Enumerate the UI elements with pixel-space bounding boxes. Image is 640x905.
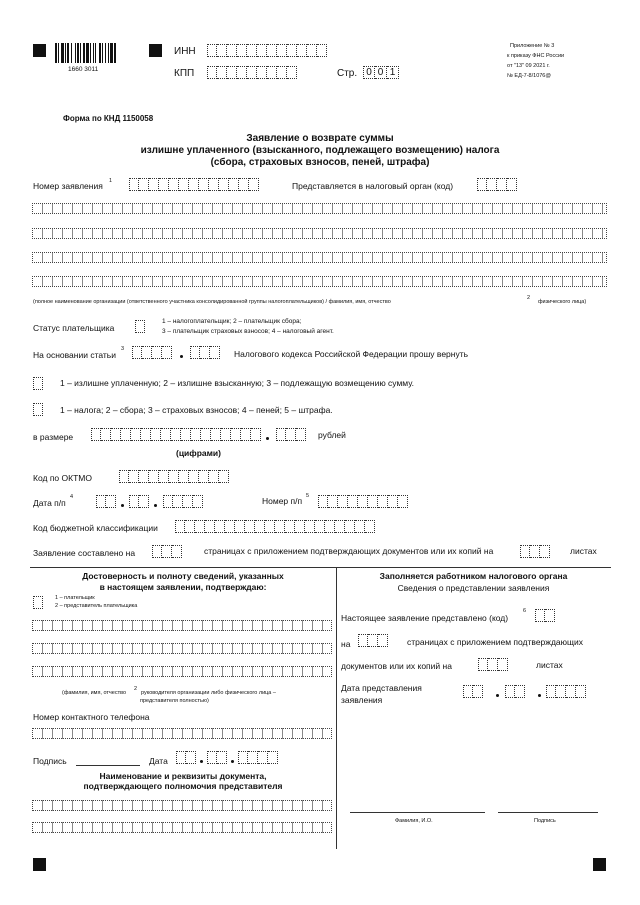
number-pp-label: Номер п/п [262,496,303,506]
input-cell[interactable] [219,178,229,191]
input-cell[interactable] [193,495,203,508]
left-heading-1: Достоверность и полноту сведений, указанных [82,571,284,581]
input-cell[interactable] [161,428,171,441]
input-cell[interactable] [235,520,245,533]
basis-article-sup: 3 [121,346,125,352]
input-cell[interactable] [268,751,278,764]
input-cell[interactable] [229,178,239,191]
input-cell[interactable] [576,685,586,698]
input-cell[interactable] [317,44,327,57]
input-cell[interactable] [152,545,162,558]
input-cell[interactable] [189,470,199,483]
oktmo-field[interactable] [119,470,229,483]
fio-line [350,812,485,813]
input-cell[interactable] [163,495,173,508]
org-name-row-3[interactable] [32,252,607,263]
input-cell[interactable] [296,428,306,441]
input-cell[interactable] [398,495,408,508]
input-cell[interactable] [186,751,196,764]
input-cell[interactable] [195,520,205,533]
input-cell[interactable] [277,66,287,79]
overpay-type-field[interactable] [33,377,43,390]
barcode-number: 1660 3011 [68,66,99,73]
org-name-row-1[interactable] [32,203,607,214]
date-pp-label: Дата п/п [33,498,66,508]
input-cell[interactable] [211,428,221,441]
title-line3: (сбора, страховых взносов, пеней, штрафа) [210,157,430,168]
input-cell[interactable] [267,44,277,57]
submit-date-month[interactable] [505,685,525,698]
input-cell[interactable] [175,520,185,533]
sign-line [498,812,598,813]
payer-status-opt2: 3 – плательщик страховых взносов; 4 – налоговый агент. [162,328,334,335]
input-cell[interactable] [237,44,247,57]
input-cell[interactable] [318,495,328,508]
right-subheading: Сведения о представлении заявления [397,583,550,593]
page-label: Стр. [337,68,358,79]
input-cell[interactable] [33,377,43,390]
input-cell[interactable] [101,428,111,441]
input-cell[interactable] [217,751,227,764]
input-cell[interactable] [378,495,388,508]
input-cell[interactable] [176,751,186,764]
input-cell[interactable] [199,470,209,483]
input-cell[interactable] [249,178,259,191]
input-cell[interactable] [171,428,181,441]
signature-line [76,765,140,766]
kbk-field[interactable] [175,520,375,533]
org-name-row-4[interactable] [32,276,607,287]
date-pp-day[interactable] [96,495,116,508]
right-sheets-field[interactable] [478,658,508,671]
input-cell[interactable] [388,495,398,508]
input-cell[interactable] [217,66,227,79]
input-cell[interactable] [477,178,487,191]
input-cell[interactable] [285,520,295,533]
payer-status-label: Статус плательщика [33,323,115,333]
input-cell[interactable] [520,545,530,558]
input-cell[interactable] [227,66,237,79]
input-cell[interactable] [173,495,183,508]
input-cell[interactable] [151,428,161,441]
submitted-code-field[interactable] [535,609,555,622]
input-cell[interactable] [345,520,355,533]
input-cell[interactable] [328,495,338,508]
inn-field[interactable] [207,44,327,57]
input-cell[interactable] [215,520,225,533]
input-cell[interactable] [315,520,325,533]
input-cell[interactable] [129,178,139,191]
date-pp-year[interactable] [163,495,203,508]
input-cell[interactable] [191,428,201,441]
panel-divider [336,567,337,849]
input-cell[interactable] [205,520,215,533]
input-cell[interactable] [295,520,305,533]
input-cell[interactable] [190,346,200,359]
input-cell[interactable] [106,495,116,508]
input-cell[interactable] [358,634,368,647]
input-cell[interactable] [276,428,286,441]
org-name-caption-sup: 2 [527,295,531,301]
corner-marker-bottom-right [593,858,606,871]
input-cell[interactable] [189,178,199,191]
input-cell[interactable] [335,520,345,533]
input-cell[interactable] [179,470,189,483]
submitted-code-label: Настоящее заявление представлено (код) [341,613,509,623]
basis-article-label: На основании статьи [33,350,116,360]
input-cell[interactable] [287,66,297,79]
input-cell[interactable] [162,545,172,558]
input-cell[interactable] [169,470,179,483]
input-cell[interactable] [121,428,131,441]
appendix-line2: к приказу ФНС России [507,53,565,59]
input-cell[interactable] [139,470,149,483]
doc-row-1[interactable] [32,800,332,811]
input-cell[interactable] [368,634,378,647]
input-cell[interactable] [255,520,265,533]
input-cell[interactable] [258,751,268,764]
submit-date-year[interactable] [546,685,586,698]
sign-date-year[interactable] [238,751,278,764]
input-cell[interactable] [217,44,227,57]
sheets-field[interactable] [520,545,550,558]
input-cell[interactable] [159,178,169,191]
input-cell[interactable] [111,428,121,441]
signer-caption-1: (фамилия, имя, отчество [62,690,127,696]
input-cell[interactable] [201,428,211,441]
input-cell[interactable] [505,685,515,698]
application-number-field[interactable] [129,178,259,191]
tax-authority-label: Представляется в налоговый орган (код) [292,181,454,191]
fio-label: Фамилия, И.О. [395,818,433,824]
input-cell[interactable] [162,346,172,359]
right-heading: Заполняется работником налогового органа [379,571,568,581]
input-cell[interactable] [135,320,145,333]
input-cell[interactable] [566,685,576,698]
form-code: Форма по КНД 1150058 [63,114,154,123]
kpp-label: КПП [174,68,195,79]
input-cell[interactable] [497,178,507,191]
phone-label: Номер контактного телефона [33,712,150,722]
input-cell[interactable] [473,685,483,698]
right-docs-text: документов или их копий на [341,661,452,671]
input-cell[interactable] [141,428,151,441]
pages-text: страницах с приложением подтверждающих документов или их копий на [204,546,494,556]
input-cell[interactable] [251,428,261,441]
input-cell[interactable] [241,428,251,441]
barcode [55,43,141,63]
input-cell[interactable] [225,520,235,533]
input-cell[interactable] [307,44,317,57]
input-cell[interactable] [179,178,189,191]
input-cell[interactable] [207,66,217,79]
sign-label: Подпись [534,818,556,824]
date-pp-month[interactable] [129,495,149,508]
sign-date-day[interactable] [176,751,196,764]
on-label: на [341,639,351,649]
pages-label: Заявление составлено на [33,548,136,558]
sign-date-month[interactable] [207,751,227,764]
input-cell[interactable] [540,545,550,558]
amount-unit: рублей [318,430,346,440]
input-cell[interactable] [129,470,139,483]
left-heading-2: в настоящем заявлении, подтверждаю: [99,582,267,592]
input-cell[interactable] [265,520,275,533]
input-cell[interactable] [368,495,378,508]
input-cell[interactable] [286,428,296,441]
input-cell[interactable] [149,470,159,483]
input-cell[interactable] [169,178,179,191]
input-cell[interactable] [227,44,237,57]
input-cell[interactable] [231,428,241,441]
signer-caption-2: руководителя организации либо физического лица – [141,690,276,696]
doc-row-2[interactable] [32,822,332,833]
application-number-sup: 1 [109,178,113,184]
input-cell[interactable] [257,44,267,57]
input-cell[interactable] [275,520,285,533]
amount-kopecks-field[interactable] [276,428,306,441]
input-cell[interactable] [248,751,258,764]
input-cell[interactable] [515,685,525,698]
input-cell[interactable] [96,495,106,508]
payment-type-field[interactable] [33,403,43,416]
right-sheets-label: листах [536,660,563,670]
input-cell[interactable] [545,609,555,622]
payment-type-options: 1 – налога; 2 – сбора; 3 – страховых взносов; 4 – пеней; 5 – штрафа. [60,405,333,415]
input-cell[interactable] [183,495,193,508]
input-cell[interactable] [378,634,388,647]
input-cell[interactable] [142,346,152,359]
input-cell[interactable] [487,178,497,191]
input-cell[interactable] [131,428,141,441]
input-cell[interactable] [556,685,566,698]
input-cell[interactable] [355,520,365,533]
appendix-line4: № ЕД-7-8/1076@ [507,73,551,79]
input-cell[interactable] [338,495,348,508]
signer-caption-sup: 2 [134,686,138,692]
input-cell[interactable] [237,66,247,79]
section-divider [30,567,611,568]
signer-opt1: 1 – плательщик [55,595,95,601]
kpp-field[interactable] [207,66,297,79]
input-cell[interactable] [247,44,257,57]
overpay-options: 1 – излишне уплаченную; 2 – излишне взысканную; 3 – подлежащую возмещению сумму. [60,378,414,388]
input-cell[interactable] [209,178,219,191]
number-pp-field[interactable] [318,495,408,508]
signer-type-field[interactable] [33,596,43,609]
input-cell[interactable] [305,520,315,533]
kbk-label: Код бюджетной классификации [33,523,158,533]
basis-article-field-1[interactable] [132,346,172,359]
input-cell[interactable] [185,520,195,533]
input-cell[interactable] [132,346,142,359]
input-cell[interactable] [488,658,498,671]
input-cell[interactable] [277,44,287,57]
input-cell[interactable] [463,685,473,698]
page-number: 0 0 1 [363,66,399,79]
input-cell[interactable] [219,470,229,483]
oktmo-label: Код по ОКТМО [33,473,92,483]
doc-heading-2: подтверждающего полномочия представителя [83,781,283,791]
application-number-label: Номер заявления [33,181,103,191]
date-label: Дата [149,756,168,766]
input-cell[interactable] [507,178,517,191]
input-cell[interactable] [33,596,43,609]
input-cell[interactable] [325,520,335,533]
right-pages-text: страницах с приложением подтверждающих [407,637,584,647]
input-cell[interactable] [498,658,508,671]
signer-opt2: 2 – представитель плательщика [55,603,138,609]
input-cell[interactable] [207,751,217,764]
input-cell[interactable] [210,346,220,359]
input-cell[interactable] [207,44,217,57]
input-cell[interactable] [530,545,540,558]
input-cell[interactable] [247,66,257,79]
date-pp-sup: 4 [70,494,74,500]
org-name-row-2[interactable] [32,228,607,239]
appendix-line1: Приложение № 3 [510,43,555,49]
submit-date-label-1: Дата представления [341,683,422,693]
input-cell[interactable] [91,428,101,441]
input-cell[interactable] [199,178,209,191]
title-line2: излишне уплаченного (взысканного, подлежащего возмещению) налога [140,145,500,156]
title-line1: Заявление о возврате суммы [246,133,394,144]
signer-name-row-2[interactable] [32,643,332,654]
input-cell[interactable] [181,428,191,441]
input-cell[interactable] [139,495,149,508]
input-cell[interactable] [478,658,488,671]
signer-name-row-1[interactable] [32,620,332,631]
corner-marker-bottom-left [33,858,46,871]
org-name-caption-end: физического лица) [538,299,587,305]
payer-status-opt1: 1 – налогоплательщик; 2 – плательщик сбора; [162,318,302,325]
doc-heading-1: Наименование и реквизиты документа, [99,771,267,781]
input-cell[interactable] [139,178,149,191]
input-cell[interactable] [546,685,556,698]
input-cell[interactable] [358,495,368,508]
input-cell[interactable] [129,495,139,508]
basis-text: Налогового кодекса Российской Федерации прошу вернуть [234,349,469,359]
input-cell[interactable] [257,66,267,79]
input-cell[interactable] [348,495,358,508]
input-cell[interactable] [238,751,248,764]
input-cell[interactable] [33,403,43,416]
submitted-code-sup: 6 [523,608,527,614]
submit-date-label-2: заявления [341,695,383,705]
appendix-line3: от "13" 09 2021 г. [507,63,550,69]
input-cell[interactable] [172,545,182,558]
signature-label: Подпись [33,756,67,766]
org-name-caption: (полное наименование организации (ответственного участника консолидированной группы налогоплательщиков) / фамилия, имя, отчество [33,299,391,305]
pages-field[interactable] [152,545,182,558]
inn-label: ИНН [174,46,196,57]
amount-rubles-field[interactable] [91,428,261,441]
input-cell[interactable] [245,520,255,533]
input-cell[interactable] [209,470,219,483]
input-cell[interactable] [267,66,277,79]
tax-authority-field[interactable] [477,178,517,191]
input-cell[interactable] [119,470,129,483]
sheets-label: листах [570,546,597,556]
input-cell[interactable] [535,609,545,622]
submit-date-day[interactable] [463,685,483,698]
signer-caption-3: представителя полностью) [140,698,209,704]
input-cell[interactable] [159,470,169,483]
amount-caption: (цифрами) [176,448,221,458]
input-cell[interactable] [221,428,231,441]
input-cell[interactable] [297,44,307,57]
right-pages-field[interactable] [358,634,388,647]
number-pp-sup: 5 [306,493,310,499]
input-cell[interactable] [149,178,159,191]
phone-field[interactable] [32,728,332,739]
input-cell[interactable] [239,178,249,191]
signer-name-row-3[interactable] [32,666,332,677]
input-cell[interactable] [152,346,162,359]
basis-article-field-2[interactable] [190,346,220,359]
input-cell[interactable] [287,44,297,57]
input-cell[interactable] [200,346,210,359]
corner-marker-top-mid [149,44,162,57]
payer-status-field[interactable] [135,320,145,333]
corner-marker-top-left [33,44,46,57]
input-cell[interactable] [365,520,375,533]
amount-label: в размере [33,432,74,442]
